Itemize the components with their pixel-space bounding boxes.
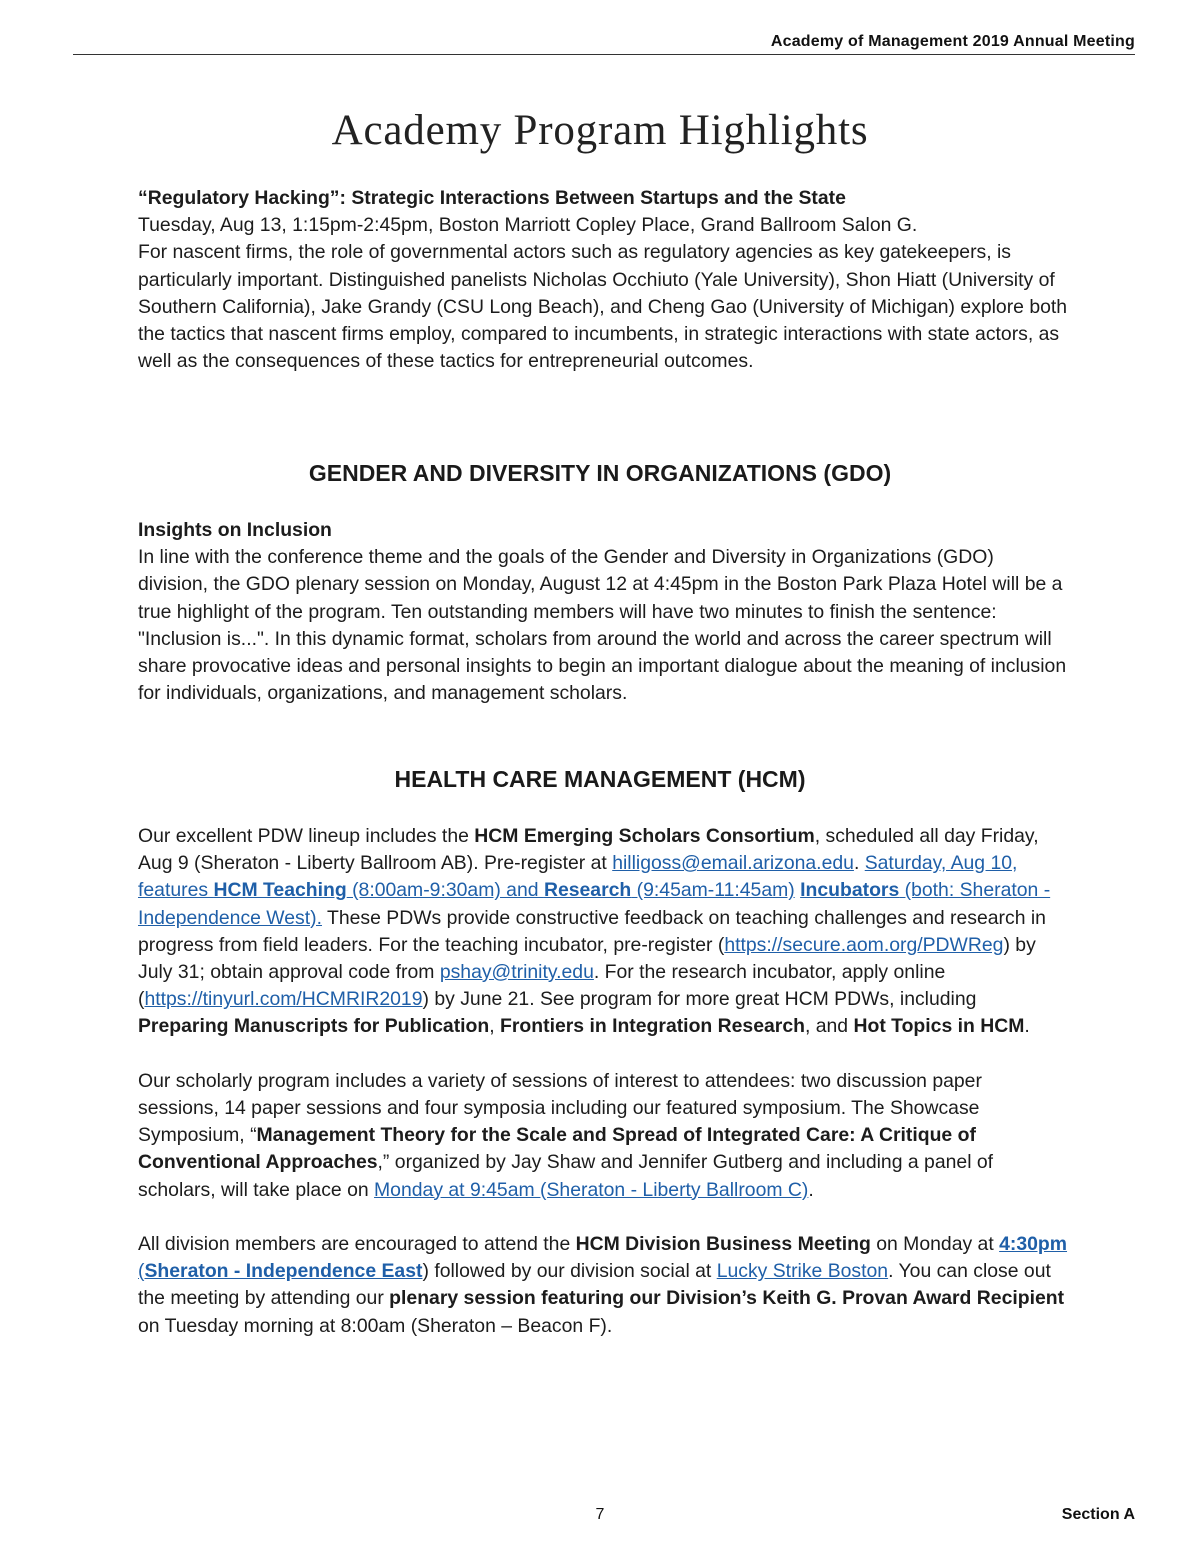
email-link-pshay[interactable]: pshay@trinity.edu — [439, 961, 594, 984]
text-run: , scheduled all day Friday, Aug 9 (Sheraton - Liberty Ballroom AB). Pre-register at — [138, 825, 1039, 875]
hcm-pdw-paragraph — [138, 823, 1068, 1041]
text-run: ) by July 31; obtain approval code from — [138, 933, 1036, 984]
link-text: (8:00am-9:30am) and — [346, 879, 544, 902]
business-meeting-label: HCM Division Business Meeting — [575, 1233, 871, 1256]
header-rule — [73, 54, 1135, 55]
text-run: . — [808, 1178, 814, 1201]
gdo-subtitle: Insights on Inclusion — [138, 519, 332, 541]
text-run: on Monday at — [870, 1233, 1000, 1256]
pdw-title: Frontiers in Integration Research — [500, 1015, 805, 1038]
text-run: Our scholarly program includes a variety of sessions of interest to attendees: two discussion paper sessions, 14 paper sessions and four symposia including our featured symposium. The Showcase Symposium, “ — [138, 1069, 982, 1147]
text-run: , and — [804, 1015, 854, 1038]
text-run: Our excellent PDW lineup includes the — [138, 825, 475, 847]
section-label: Section A — [1061, 1506, 1135, 1523]
text-run: on Tuesday morning at 8:00am (Sheraton – Beacon F). — [138, 1314, 613, 1337]
link-text: (9:45am-11:45am) — [631, 879, 795, 902]
monday-session-link[interactable]: Monday at 9:45am (Sheraton - Liberty Ballroom C) — [374, 1178, 809, 1201]
gdo-heading: GENDER AND DIVERSITY IN ORGANIZATIONS (GDO) — [308, 460, 892, 486]
link-text: (both: Sheraton - Independence West). — [138, 879, 1051, 929]
lucky-strike-link[interactable]: Lucky Strike Boston — [716, 1260, 889, 1283]
incubators-label: Incubators — [800, 879, 900, 902]
hcm-scholarly-paragraph — [138, 1068, 1068, 1204]
gdo-section — [138, 517, 1068, 707]
session-description: For nascent firms, the role of governmental actors such as regulatory agencies as key gatekeepers, is particularly important. Distinguished panelists Nicholas Occhiuto (Yale University), Shon Hiatt (University of Southern California), Jake Grandy (CSU Long Beach), and Cheng Gao (University of Michigan) explore both the tactics that nascent firms employ, compared to incumbents, in strategic interactions with state actors, as well as the consequences of these tactics for entrepreneurial outcomes. — [138, 241, 1068, 373]
page-number: 7 — [595, 1506, 605, 1523]
session-regulatory-hacking — [138, 185, 1068, 375]
text-run: All division members are encouraged to attend the — [138, 1233, 576, 1256]
link-text: Saturday, Aug 10, features — [138, 852, 1018, 902]
text-run: These PDWs provide constructive feedback on teaching challenges and research in progress from field leaders. For the teaching incubator, pre-register ( — [138, 906, 1046, 956]
text-run: ) by June 21. See program for more great HCM PDWs, including — [422, 988, 977, 1011]
meeting-time: 4:30pm — [999, 1233, 1068, 1256]
text-run: , — [489, 1015, 501, 1038]
pdw-title: Preparing Manuscripts for Publication — [138, 1015, 490, 1038]
link-text: ( — [138, 1260, 145, 1283]
text-run: . — [853, 852, 865, 875]
text-run: . For the research incubator, apply online ( — [138, 961, 946, 1011]
hcm-heading: HEALTH CARE MANAGEMENT (HCM) — [394, 766, 806, 792]
page-title: Academy Program Highlights — [331, 107, 869, 154]
session-title: “Regulatory Hacking”: Strategic Interactions Between Startups and the State — [138, 187, 846, 209]
text-run: . — [1024, 1015, 1030, 1038]
text-run: ) followed by our division social at — [422, 1260, 717, 1283]
research-label: Research — [543, 879, 632, 902]
email-link-hilligoss[interactable]: hilligoss@email.arizona.edu — [612, 852, 854, 875]
meeting-venue: Sheraton - Independence East — [144, 1260, 423, 1283]
hcm-section — [138, 823, 1068, 1340]
hcm-teaching-label: HCM Teaching — [213, 879, 347, 902]
pdw-title: Hot Topics in HCM — [853, 1015, 1025, 1038]
hcm-business-meeting-paragraph — [138, 1231, 1068, 1340]
showcase-symposium-title: Management Theory for the Scale and Spread of Integrated Care: A Critique of Conventional Approaches — [138, 1124, 976, 1174]
running-header: Academy of Management 2019 Annual Meeting — [770, 33, 1135, 50]
text-run: . You can close out the meeting by attending our — [138, 1260, 1051, 1310]
plenary-session-label: plenary session featuring our Division’s Keith G. Provan Award Recipient — [389, 1287, 1065, 1310]
pdwreg-link[interactable]: https://secure.aom.org/PDWReg — [724, 933, 1004, 956]
text-run: ,” organized by Jay Shaw and Jennifer Gutberg and including a panel of scholars, will take place on — [138, 1151, 994, 1201]
session-when-where: Tuesday, Aug 13, 1:15pm-2:45pm, Boston Marriott Copley Place, Grand Ballroom Salon G. — [138, 214, 918, 237]
emerging-scholars-consortium: HCM Emerging Scholars Consortium — [474, 825, 815, 847]
gdo-description: In line with the conference theme and the goals of the Gender and Diversity in Organizations (GDO) division, the GDO plenary session on Monday, August 12 at 4:45pm in the Boston Park Plaza Hotel will be a true highlight of the program. Ten outstanding members will have two minutes to finish the sentence: "Inclusion is...". In this dynamic format, scholars from around the world and across the career spectrum will share provocative ideas and personal insights to begin an important dialogue about the meaning of inclusion for individuals, organizations, and management scholars. — [138, 546, 1067, 705]
tinyurl-link[interactable]: https://tinyurl.com/HCMRIR2019 — [144, 988, 423, 1011]
